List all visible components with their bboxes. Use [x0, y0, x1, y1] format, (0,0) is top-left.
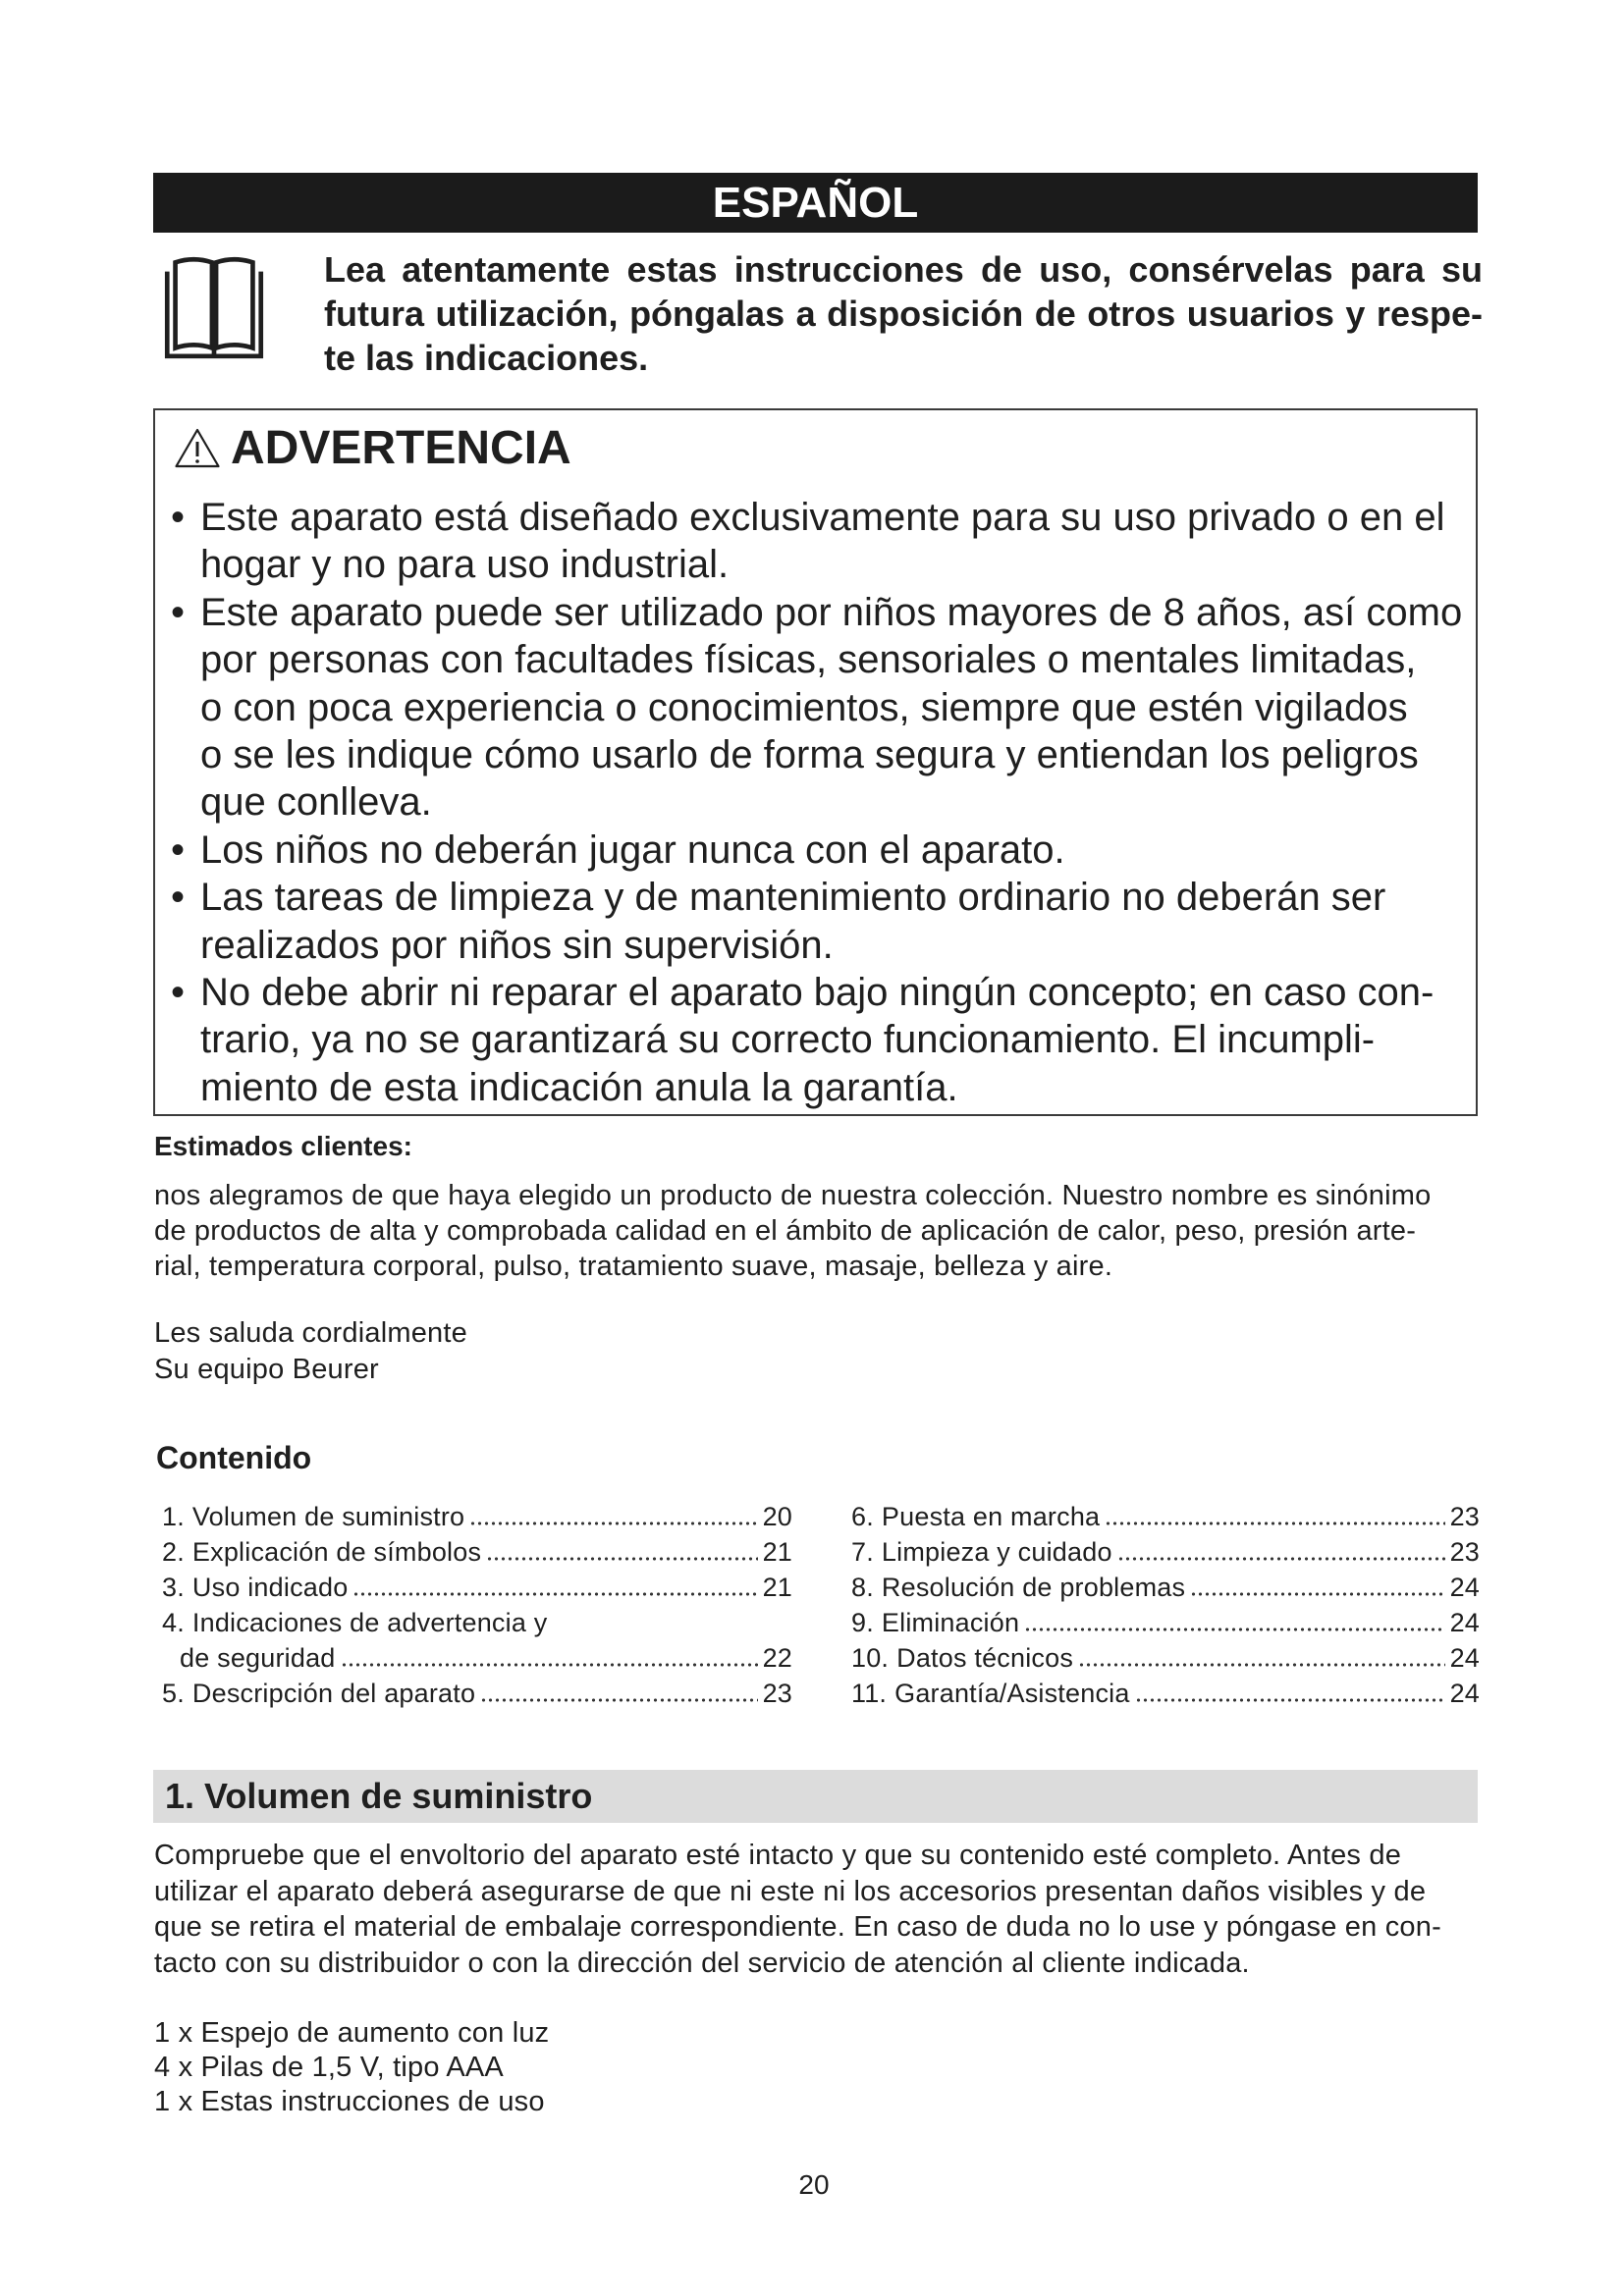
toc-page: 23	[762, 1679, 792, 1708]
package-item: 4 x Pilas de 1,5 V, tipo AAA	[154, 2052, 504, 2083]
toc-number: 11.	[851, 1679, 888, 1708]
bullet-marker: •	[171, 971, 186, 1015]
page-number: 20	[798, 2169, 830, 2200]
warning-item	[155, 827, 1476, 874]
toc-entry	[162, 1676, 792, 1711]
toc-entry	[162, 1570, 792, 1605]
package-item: 1 x Estas instrucciones de uso	[154, 2086, 545, 2117]
toc-page: 22	[762, 1643, 792, 1673]
warning-line: trario, ya no se garantizará su correcto funcionamiento. El incumpli-	[200, 1018, 1376, 1062]
section-line: que se retira el material de embalaje correspondiente. En caso de duda no lo use y póngase en con-	[154, 1911, 1441, 1944]
section-line: Compruebe que el envoltorio del aparato esté intacto y que su contenido esté completo. Antes de	[154, 1840, 1402, 1871]
section-line: utilizar el aparato deberá asegurarse de que ni este ni los accesorios presentan daños visibles y de	[154, 1875, 1427, 1907]
toc-page: 23	[1449, 1502, 1480, 1531]
toc-page: 21	[762, 1573, 792, 1602]
warning-line: que conlleva.	[200, 780, 432, 825]
section-title: 1. Volumen de suministro	[165, 1776, 593, 1816]
toc-label: Limpieza y cuidado	[881, 1537, 1112, 1567]
toc-number: 8.	[851, 1573, 874, 1602]
warning-line: Los niños no deberán jugar nunca con el aparato.	[200, 828, 1065, 872]
warning-line: miento de esta indicación anula la garantía.	[200, 1065, 958, 1109]
toc-entry	[851, 1605, 1480, 1640]
toc-leader	[469, 1522, 757, 1525]
section-line: tacto con su distribuidor o con la dirección del servicio de atención al cliente indicada.	[154, 1948, 1250, 1980]
closing	[154, 1315, 467, 1388]
toc-number: 6.	[851, 1502, 874, 1531]
toc-number: 10.	[851, 1643, 890, 1673]
book-icon	[163, 253, 265, 361]
toc-number: 7.	[851, 1537, 874, 1567]
warning-list	[155, 494, 1476, 1111]
warning-line: o con poca experiencia o conocimientos, siempre que estén vigilados	[200, 685, 1408, 729]
warning-title: ADVERTENCIA	[231, 422, 571, 474]
toc-label: Puesta en marcha	[881, 1502, 1101, 1531]
toc-entry	[851, 1640, 1480, 1676]
toc-label: Volumen de suministro	[191, 1502, 465, 1531]
toc-page: 23	[1449, 1537, 1480, 1567]
toc-page: 24	[1449, 1608, 1480, 1637]
warning-line: No debe abrir ni reparar el aparato bajo ningún concepto; en caso con-	[200, 971, 1435, 1015]
toc-entry-continuation	[162, 1640, 792, 1676]
toc-leader	[1117, 1557, 1445, 1561]
warning-item	[155, 874, 1476, 969]
toc-page: 21	[762, 1537, 792, 1567]
toc-leader	[1024, 1628, 1444, 1631]
package-contents-list	[154, 2016, 549, 2119]
toc-label: Descripción del aparato	[191, 1679, 476, 1708]
warning-line: realizados por niños sin supervisión.	[200, 923, 834, 967]
toc-label: Datos técnicos	[896, 1643, 1074, 1673]
toc-entry	[851, 1499, 1480, 1534]
closing-line: Les saluda cordialmente	[154, 1317, 467, 1349]
intro-line: futura utilización, póngalas a disposición de otros usuarios y respe-	[324, 294, 1483, 334]
toc-leader	[486, 1557, 757, 1561]
toc-number: 9.	[851, 1608, 874, 1637]
contents-title: Contenido	[156, 1440, 312, 1475]
toc-page: 24	[1449, 1679, 1480, 1708]
intro-line: Lea atentamente estas instrucciones de uso, consérvelas para su	[324, 249, 1483, 290]
salutation: Estimados clientes:	[154, 1131, 412, 1161]
warning-item	[155, 969, 1476, 1111]
toc-label: Explicación de símbolos	[191, 1537, 482, 1567]
toc-leader	[1105, 1522, 1444, 1525]
warning-line: Este aparato puede ser utilizado por niños mayores de 8 años, así como	[200, 590, 1463, 634]
greeting-line: de productos de alta y comprobada calidad en el ámbito de aplicación de calor, peso, presión arte-	[154, 1215, 1417, 1247]
toc-leader	[1190, 1592, 1444, 1596]
toc-number: 5.	[162, 1679, 185, 1708]
warning-line: Este aparato está diseñado exclusivamente para su uso privado o en el	[200, 496, 1445, 539]
warning-line: por personas con facultades físicas, sensoriales o mentales limitadas,	[200, 638, 1417, 682]
bullet-marker: •	[171, 876, 186, 920]
section-paragraph	[154, 1838, 1441, 1982]
toc-entry	[851, 1570, 1480, 1605]
contents-column-right	[851, 1499, 1480, 1711]
bullet-marker: •	[171, 590, 186, 634]
warning-line: o se les indique cómo usarlo de forma segura y entiendan los peligros	[200, 733, 1419, 777]
bullet-marker: •	[171, 828, 186, 872]
warning-item	[155, 589, 1476, 827]
toc-number: 4.	[162, 1608, 185, 1637]
toc-page: 24	[1449, 1573, 1480, 1602]
toc-leader	[341, 1663, 758, 1667]
intro-line: te las indicaciones.	[324, 338, 649, 378]
bullet-marker: •	[171, 496, 186, 539]
toc-number: 2.	[162, 1537, 185, 1567]
toc-label: Uso indicado	[191, 1573, 349, 1602]
toc-number: 1.	[162, 1502, 185, 1531]
language-header-bar	[153, 173, 1478, 233]
toc-leader	[480, 1698, 757, 1702]
toc-entry	[162, 1499, 792, 1534]
package-item: 1 x Espejo de aumento con luz	[154, 2017, 550, 2049]
toc-entry	[851, 1534, 1480, 1570]
closing-line: Su equipo Beurer	[154, 1354, 379, 1385]
toc-label: Garantía/Asistencia	[894, 1679, 1130, 1708]
toc-leader	[352, 1592, 757, 1596]
toc-label: Resolución de problemas	[881, 1573, 1186, 1602]
toc-entry	[851, 1676, 1480, 1711]
warning-box	[153, 408, 1478, 1116]
toc-number: 3.	[162, 1573, 185, 1602]
warning-item	[155, 494, 1476, 589]
warning-triangle-icon	[174, 427, 221, 470]
warning-heading	[174, 421, 571, 476]
greeting-line: rial, temperatura corporal, pulso, tratamiento suave, masaje, belleza y aire.	[154, 1251, 1113, 1282]
warning-line: hogar y no para uso industrial.	[200, 543, 730, 587]
section-heading-bar	[153, 1770, 1478, 1823]
toc-leader	[1078, 1663, 1445, 1667]
greeting-line: nos alegramos de que haya elegido un producto de nuestra colección. Nuestro nombre es sinónimo	[154, 1180, 1432, 1211]
toc-label: Indicaciones de advertencia y	[191, 1608, 548, 1637]
toc-entry	[162, 1605, 792, 1640]
toc-label: de seguridad	[180, 1643, 336, 1673]
toc-label: Eliminación	[881, 1608, 1020, 1637]
toc-page: 20	[762, 1502, 792, 1531]
warning-line: Las tareas de limpieza y de mantenimiento ordinario no deberán ser	[200, 876, 1386, 920]
contents-column-left	[162, 1499, 792, 1711]
intro-instructions	[324, 247, 1483, 380]
language-title: ESPAÑOL	[712, 179, 919, 227]
greeting-paragraph	[154, 1178, 1431, 1284]
toc-page: 24	[1449, 1643, 1480, 1673]
toc-leader	[1135, 1698, 1445, 1702]
toc-entry	[162, 1534, 792, 1570]
